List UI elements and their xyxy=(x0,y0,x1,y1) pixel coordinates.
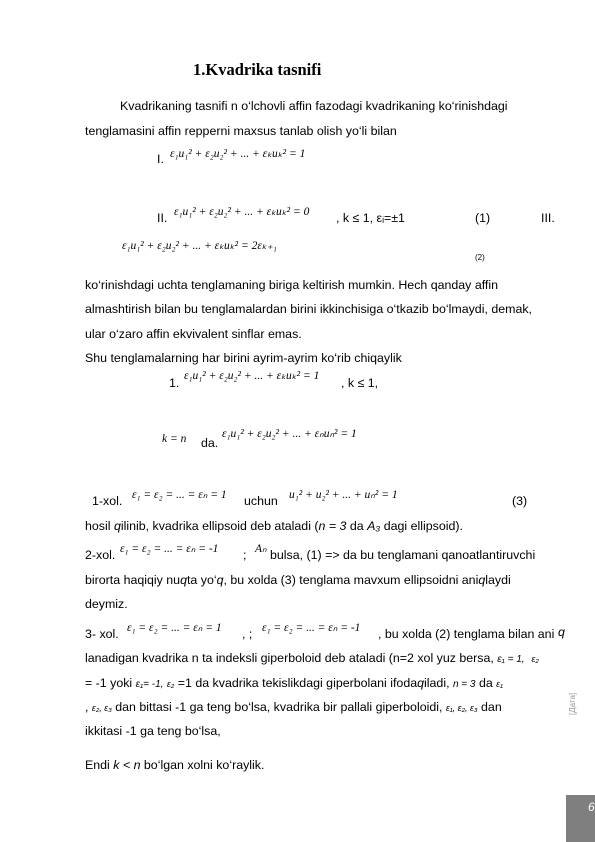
math-fragment: ε₂, ε₃ xyxy=(91,703,112,713)
text-fragment: q xyxy=(180,573,187,587)
separator: ; xyxy=(243,548,247,562)
equation-number: (2) xyxy=(475,253,485,262)
math-fragment: ε₂ xyxy=(166,679,175,689)
math-fragment: ε₁, ε₂, ε₃ xyxy=(445,703,478,713)
text-fragment: birorta haqiqiy nu xyxy=(85,573,181,587)
paragraph-line: ikkitasi -1 ga teng bo‘lsa, xyxy=(85,724,221,738)
equation-number: (1) xyxy=(475,211,491,225)
paragraph-line: tenglamasini affin repperni maxsus tanlab olish yo‘li bilan xyxy=(85,124,397,138)
text-fragment: dan bittasi -1 ga teng bo‘lsa, kvadrika bir pallali giperboloidi, xyxy=(111,700,446,714)
text-fragment: dagi ellipsoid). xyxy=(380,519,463,533)
text-fragment: iladi, xyxy=(424,676,453,690)
case-2-equation: ε₁ = ε₂ = ... = εₙ = -1 xyxy=(120,543,219,555)
math-fragment: ε₁ xyxy=(496,679,503,689)
text-fragment: lanadigan kvadrika n ta indeksli giperboloid deb ataladi (n=2 xol yuz bersa, xyxy=(85,651,498,665)
text-fragment: bo‘lgan xolni ko‘raylik. xyxy=(140,758,265,772)
text-fragment: , bu xolda (3) tenglama mavxum ellipsoidni ani xyxy=(223,573,479,587)
math-fragment: n = 3 xyxy=(318,519,347,533)
paragraph-line xyxy=(85,519,463,533)
text-fragment: q xyxy=(216,573,224,587)
case-1-label: 1-xol. xyxy=(92,494,123,508)
case-3-equation-1: ε₁ = ε₂ = ... = εₙ = 1 xyxy=(127,622,222,634)
equation-number: (3) xyxy=(512,494,528,508)
text-fragment: =1 da kvadrika tekislikdagi giperbolani ifoda xyxy=(174,676,418,690)
date-side-label: [Дата] xyxy=(568,692,577,715)
case-3-label: 3- xol. xyxy=(85,627,119,641)
paragraph-line: ko‘rinishdagi uchta tenglamaning biriga keltirish mumkin. Hech qanday affin xyxy=(85,278,499,292)
paragraph-line xyxy=(85,700,502,715)
text-fragment: Endi xyxy=(85,758,114,772)
paragraph-line: Kvadrikaning tasnifi n o‘lchovli affin fazodagi kvadrikaning ko‘rinishdagi xyxy=(120,99,508,113)
math-fragment: k < n xyxy=(113,758,141,772)
text-fragment: ilinib, kvadrika ellipsoid deb ataladi ( xyxy=(120,519,319,533)
equation-label: II. xyxy=(157,211,168,225)
paragraph-line: , bu xolda (2) tenglama bilan ani xyxy=(378,627,555,641)
text-fragment: q xyxy=(417,676,425,690)
case1b-equation: ε₁u₁² + ε₂u₂² + ... + εₙuₙ² = 1 xyxy=(222,428,357,440)
separator: , ; xyxy=(242,627,253,641)
equation-II: ε₁u₁² + ε₂u₂² + ... + εₖuₖ² = 0 xyxy=(174,206,310,218)
paragraph-line: almashtirish bilan bu tenglamalardan birini ikkinchisiga o‘tkazib bo‘lmaydi, demak, xyxy=(85,302,532,316)
paragraph-line: ular o‘zaro affin ekvivalent sinflar emas. xyxy=(85,327,302,341)
text-fragment: laydi xyxy=(485,573,511,587)
paragraph-line: bulsa, (1) => da bu tenglamani qanoatlantiruvchi xyxy=(270,548,536,562)
equation-label: III. xyxy=(541,211,555,225)
text-fragment: q xyxy=(478,573,486,587)
case1-equation: ε₁u₁² + ε₂u₂² + ... + εₖuₖ² = 1 xyxy=(184,370,320,382)
case-2-label: 2-xol. xyxy=(85,548,116,562)
text-fragment: da xyxy=(346,519,368,533)
case1-condition: , k ≤ 1, xyxy=(341,376,379,390)
case-1-equation-2: u₁² + u₂² + ... + uₙ² = 1 xyxy=(289,489,398,501)
paragraph-line: Shu tenglamalarning har birini ayrim-ayrim ko‘rib chiqaylik xyxy=(85,351,402,365)
math-fragment: A₃ xyxy=(367,519,381,533)
math-fragment: Aₙ xyxy=(255,543,267,555)
text-fragment: q xyxy=(113,519,121,533)
math-fragment: n = 3 xyxy=(452,679,476,690)
equation-III: ε₁u₁² + ε₂u₂² + ... + εₖuₖ² = 2εₖ₊₁ xyxy=(122,240,277,252)
math-fragment: ε₂ xyxy=(531,654,539,664)
case-label: 1. xyxy=(169,376,180,390)
math-fragment: ε₁ = 1, xyxy=(497,654,525,665)
text-fragment: q xyxy=(558,625,565,639)
equation-condition: , k ≤ 1, εᵢ=±1 xyxy=(336,211,405,225)
text-fragment: = -1 yoki xyxy=(85,676,136,690)
page-title: 1.Kvadrika tasnifi xyxy=(193,60,322,79)
text-fragment: ta yo‘ xyxy=(186,573,217,587)
equation-I: ε₁u₁² + ε₂u₂² + ... + εₖuₖ² = 1 xyxy=(170,148,306,160)
page-number: 6 xyxy=(588,800,595,814)
math-fragment: ε₁= -1, xyxy=(135,679,164,690)
paragraph-line xyxy=(85,676,503,692)
text-fragment: , xyxy=(85,700,92,714)
case-1-equation: ε₁ = ε₂ = ... = εₙ = 1 xyxy=(132,489,227,501)
k-equals-n: k = n xyxy=(162,433,187,445)
text-fragment: hosil xyxy=(85,519,114,533)
case-1-uchun: uchun xyxy=(244,494,278,508)
case1b-da: da. xyxy=(201,436,219,450)
paragraph-line xyxy=(85,651,539,667)
paragraph-line xyxy=(85,573,511,587)
case-3-equation-2: ε₁ = ε₂ = ... = εₙ = -1 xyxy=(262,622,361,634)
text-fragment: da xyxy=(475,676,497,690)
text-fragment: dan xyxy=(477,700,502,714)
paragraph-line: deymiz. xyxy=(85,597,128,611)
paragraph-line xyxy=(85,758,264,772)
equation-label: I. xyxy=(157,152,164,166)
